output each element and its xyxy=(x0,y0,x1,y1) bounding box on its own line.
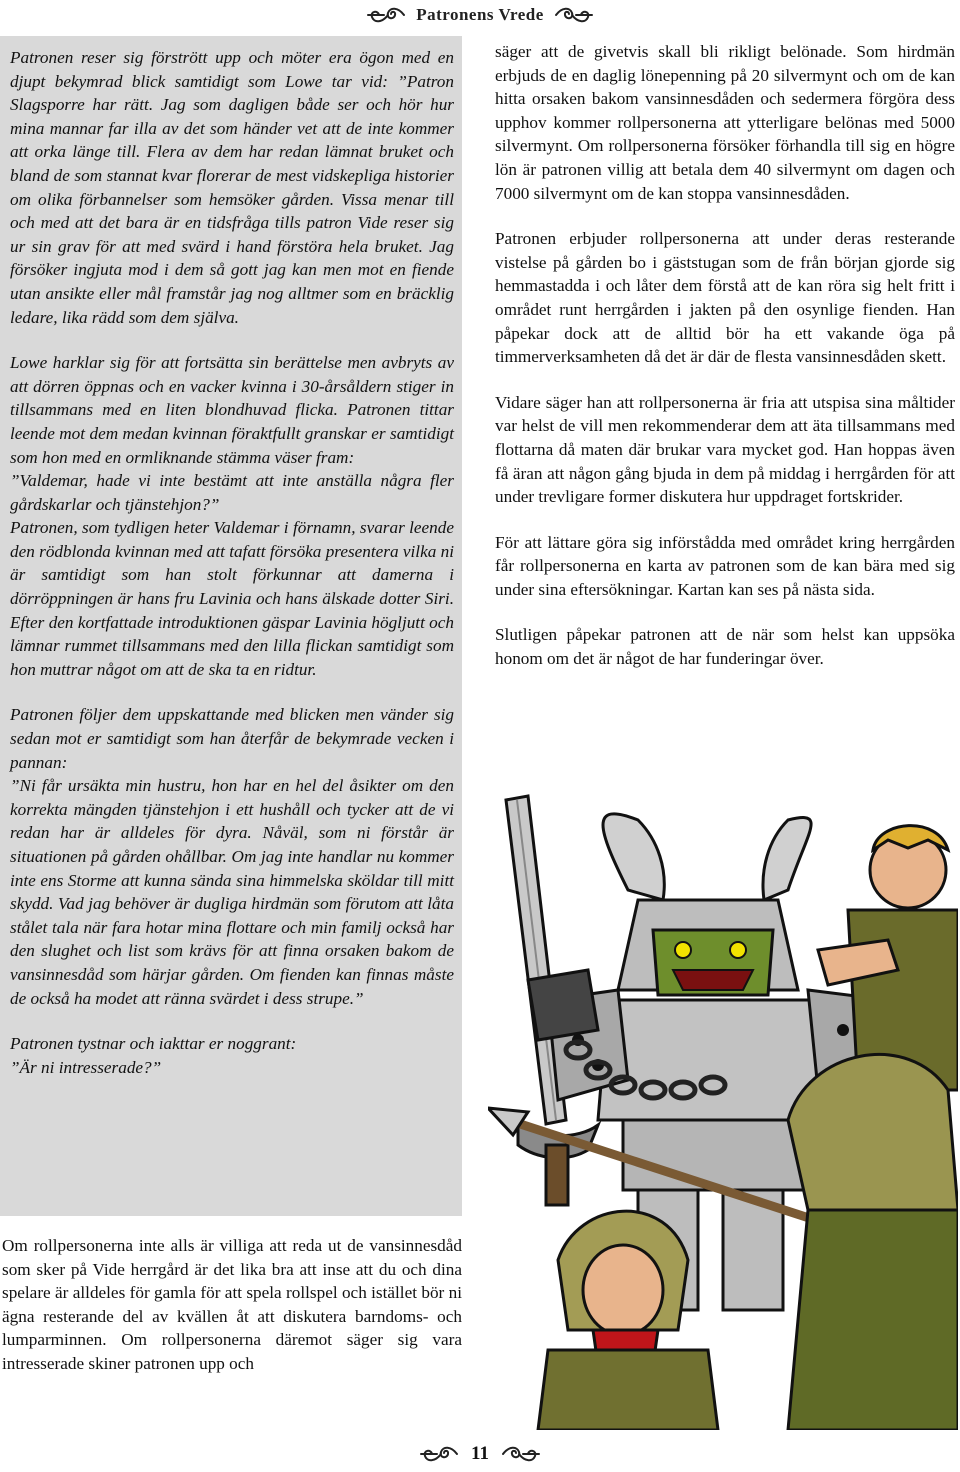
armored-monster-attack-illustration xyxy=(488,790,958,1430)
page-footer xyxy=(0,1440,960,1468)
narrative-paragraph: ”Ni får ursäkta min hustru, hon har en hel del åsikter om den korrekta mängden tjänstehjon i ett hushåll och tycker att de vi redan har är alldeles för dyra. Nåväl, som ni förstår är situationen på gården ohållbar. Om jag inte handlar nu kommer inte ens Storme att kunna sända sina himmelska sköldar till mitt skydd. Vad jag behöver är dugliga hirdmän som förutom att låta stålet tala när fara hotar mina flottare och min familj också har den slughet och list som krävs för att finna orsaken bakom de vansinnesdåd som härjar gården. Om fienden kan finnas måste de också ha modet att ränna svärdet i dess strupe.” xyxy=(10,776,454,1008)
ornament-swirl-icon xyxy=(552,4,596,26)
body-paragraph: Patronen erbjuder rollpersonerna att under deras resterande vistelse på gården bo i gäststugan som de från början gjorde sig hemmastadda i och låter dem förstå att de kan röra sig helt fritt i området runt herrgården i jakten på den osynlige fienden. Han påpekar dock att de alltid bör ha ett vakande öga på timmerverksamheten då det är där de flesta vansinnesdåden skett. xyxy=(495,229,955,367)
ornament-swirl-icon xyxy=(417,1443,461,1465)
header-title: Patronens Vrede xyxy=(416,5,544,24)
running-header xyxy=(0,2,960,28)
narrative-paragraph: Patronen följer dem uppskattande med blicken men vänder sig sedan mot er samtidigt som han återfår de bekymrade vecken i pannan: xyxy=(10,705,454,772)
narrative-paragraph: ”Valdemar, hade vi inte bestämt att inte anställa några fler gårdskarlar och tjänstehjon?” xyxy=(10,471,454,514)
narrative-paragraph: Patronen tystnar och iakttar er noggrant: xyxy=(10,1034,297,1054)
narrative-paragraph: Lowe harklar sig för att fortsätta sin berättelse men avbryts av att dörren öppnas och en vacker kvinna i 30-årsåldern stiger in tillsammans med en liten blondhuvad flicka. Patronen tittar leende mot dem medan kvinnan föraktfullt granskar er samtidigt som hon med en ormliknande stämma väser fram: xyxy=(10,353,454,467)
narrative-paragraph: Patronen reser sig förstrött upp och möter era ögon med en djupt bekymrad blick samtidigt som Lowe tar vid: ”Patron Slagsporre har rätt. Jag som dagligen både ser och hör hur mina mannar far illa av det som händer vet att de inte kommer att orka länge till. Flera av dem har redan lämnat bruket och bland de som stannat kvar florerar de mest vidskepliga historier om olika förbannelser som hemsöker gården. Vissa menar till och med att det bara är en tidsfråga tills patron Vide reser sig ur sin grav för att med svärd i hand förstöra hela bruket. Jag försöker ingjuta mod i dem så gott jag kan men mot en fiende utan ansikte eller mål framstår jag nog alltmer som en bräcklig ledare, lika rädd som dem själva. xyxy=(10,48,454,327)
narrative-box xyxy=(0,36,462,1216)
narrative-paragraph: ”Är ni intresserade?” xyxy=(10,1057,162,1077)
body-paragraph: Vidare säger han att rollpersonerna är fria att utspisa sina måltider var helst de vill men rekommenderar dem att äta tillsammans med flottarna då maten där brukar vara mycket god. Han hoppas även få äran att någon gång bjuda in dem på middag i herrgården för att under trevligare former diskutera hur uppdraget fortskrider. xyxy=(495,392,955,507)
page-number: 11 xyxy=(471,1443,489,1464)
hooded-figure xyxy=(788,1054,958,1430)
body-paragraph: Slutligen påpekar patronen att de när som helst kan uppsöka honom om det är något de har funderingar över. xyxy=(495,625,955,669)
ornament-swirl-icon xyxy=(364,4,408,26)
body-paragraph: säger att de givetvis skall bli rikligt belönade. Som hirdmän erbjuds de en daglig lönepenning på 20 silvermynt och om de kan hitta orsaken bakom vansinnesdåden och sedermera förgöra dess upphov kommer rollpersonerna att ytterligare belönas med 5000 silvermynt. Om rollpersonerna försöker förhandla till sig en högre lön är patronen villig att betala dem 40 silvermynt om dagen och 7000 silvermynt om de kan stoppa vansinnesdåden. xyxy=(495,42,955,203)
body-paragraph: För att lättare göra sig införstådda med området kring herrgården får rollpersonerna en karta av patronen som de kan bära med sig under sina eftersökningar. Kartan kan ses på nästa sida. xyxy=(495,532,955,599)
body-paragraph: Om rollpersonerna inte alls är villiga att reda ut de vansinnesdåd som sker på Vide herrgård är det lika bra att inse att du och dina spelare är alldeles för gamla för att spela rollspel och istället bör ni ägna resterande del av kvällen åt att diskutera barndoms- och lumparminnen. Om rollpersonerna däremot säger sig vara intresserade skiner patronen upp och xyxy=(2,1236,462,1373)
narrative-paragraph: Patronen, som tydligen heter Valdemar i förnamn, svarar leende den rödblonda kvinnan med att tafatt försöka presentera vilka ni är samtidigt som han stolt förkunnar att damerna i dörröppningen är hans fru Lavinia och hans älskade dotter Siri. Efter den kortfattade introduktionen gäspar Lavinia högljutt och lämnar rummet tillsammans med den lilla flickan samtidigt som hon muttrar något om att de ska ta en ridtur. xyxy=(10,518,454,679)
right-column xyxy=(495,40,955,693)
ornament-swirl-icon xyxy=(499,1443,543,1465)
